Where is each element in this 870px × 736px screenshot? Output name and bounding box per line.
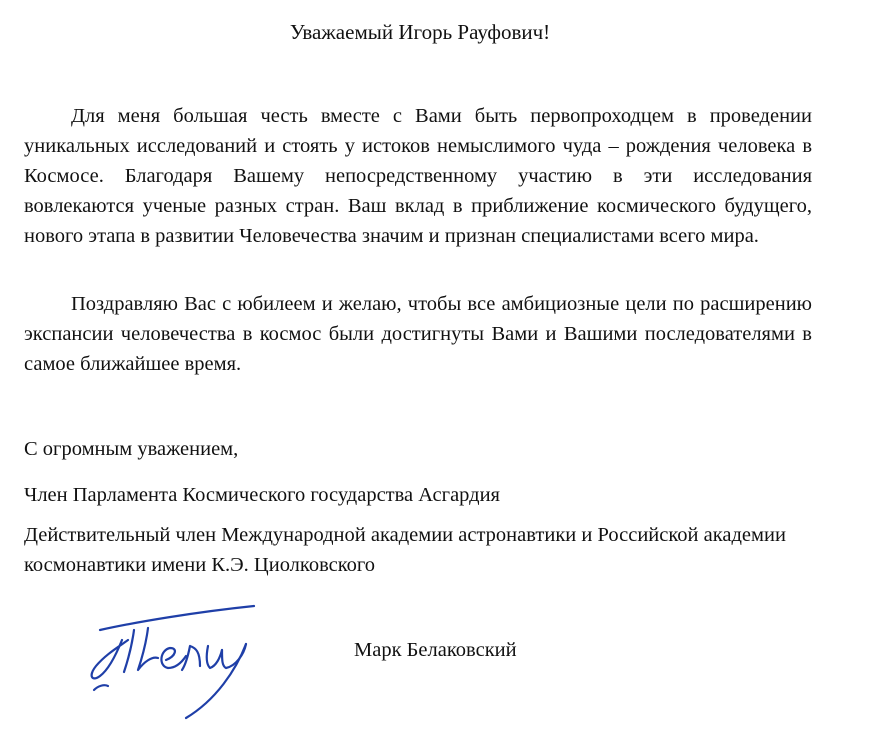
closing-line: С огромным уважением, [24, 438, 239, 460]
salutation: Уважаемый Игорь Рауфович! [289, 20, 551, 44]
signer-name: Марк Белаковский [354, 639, 517, 661]
handwritten-signature-icon [86, 600, 266, 722]
signer-title: Действительный член Международной академии астронавтики и Российской академии космонавтики имени К.Э. Циолковского [24, 524, 786, 576]
letter-paragraph: Для меня большая честь вместе с Вами быть первопроходцем в проведении уникальных исследований и стоять у истоков немыслимого чуда – рождения человека в Космосе. Благодаря Вашему непосредственному участию в эти исследования вовлекаются ученые разных стран. Ваш вклад в приближение космического будущего, нового этапа в развитии Человечества значим и признан специалистами всего мира. [24, 105, 812, 247]
signer-title: Член Парламента Космического государства Асгардия [24, 484, 500, 506]
letter-paragraph: Поздравляю Вас с юбилеем и желаю, чтобы все амбициозные цели по расширению экспансии человечества в космос были достигнуты Вами и Вашими последователями в самое ближайшее время. [24, 293, 812, 375]
